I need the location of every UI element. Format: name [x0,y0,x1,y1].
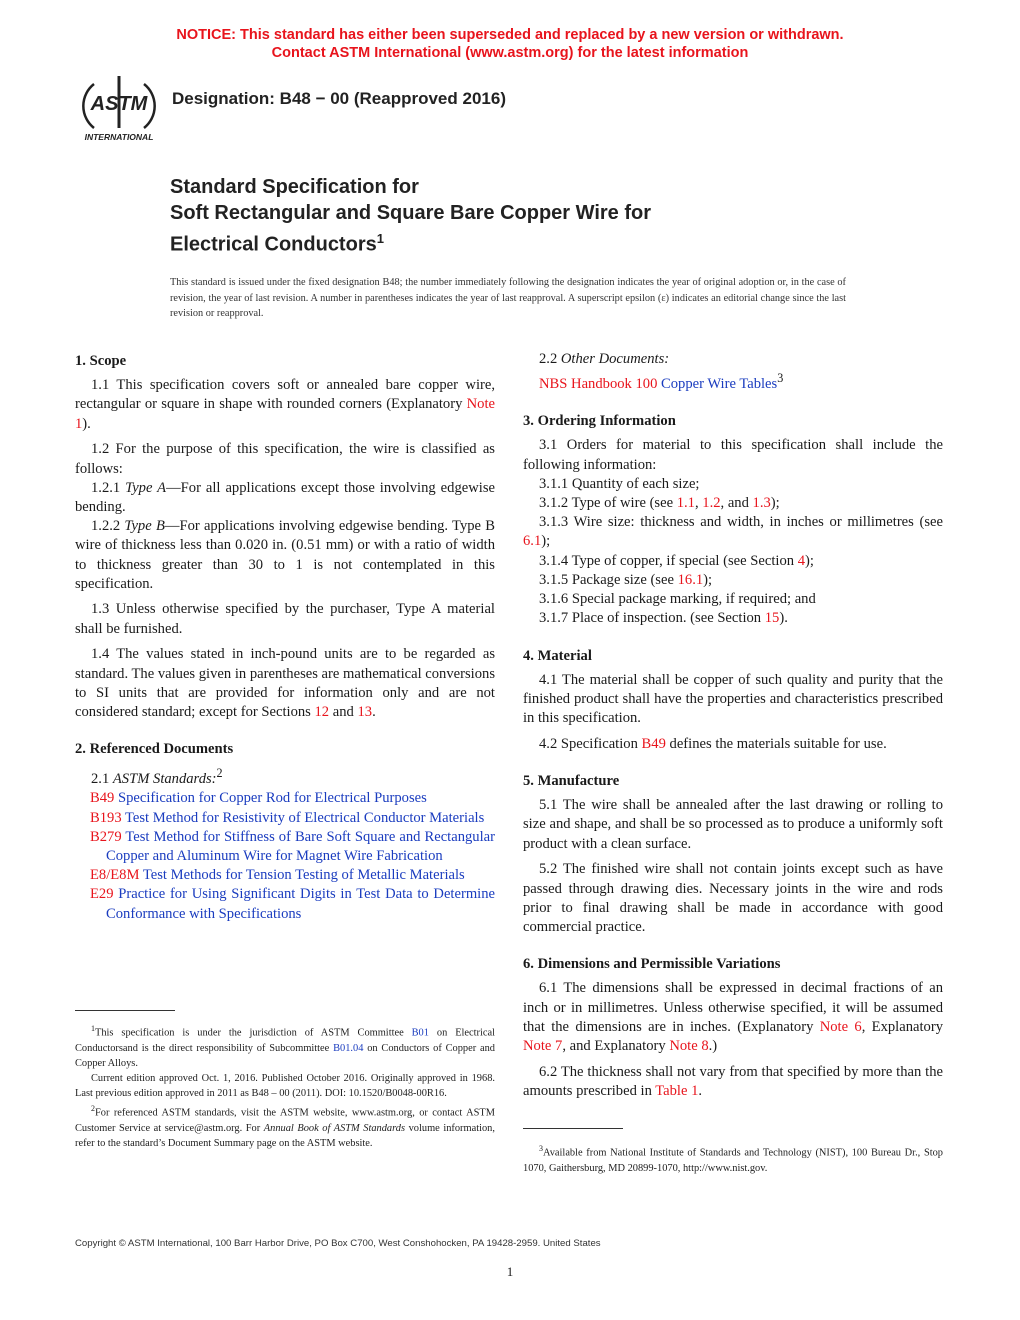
title-line-1: Standard Specification for [170,176,419,198]
section-1-heading: 1. Scope [75,353,127,369]
ref-b193[interactable]: B193 Test Method for Resistivity of Electrical Conductor Materials [90,809,485,826]
para-6-1: 6.1 The dimensions shall be expressed in decimal fractions of an inch or in millimetres. Unless otherwise specified, it will be assumed that the dimensions are in inches. (Explanatory Note 6, Explanatory Note 7, and Explanatory Note 8.) [523,980,943,1054]
para-6-2: 6.2 The thickness shall not vary from that specified by more than the amounts prescribed in Table 1. [523,1063,943,1099]
section-13-link[interactable]: 13 [357,703,373,720]
title-footnote-mark[interactable]: 1 [376,231,384,246]
footnote-divider-right [523,1128,623,1129]
para-3-1-6: 3.1.6 Special package marking, if required; and [539,591,816,608]
para-1-4: 1.4 The values stated in inch-pound units are to be regarded as standard. The values given in parentheses are mathematical conversions to SI units that are provided for information only and are not considered standard; except for Sections 12 and 13. [75,646,495,720]
section-5-heading: 5. Manufacture [523,773,620,790]
logo-subtext: INTERNATIONAL [84,132,154,142]
logo-wordmark: ASTM [90,93,148,115]
ref-b49[interactable]: B49 Specification for Copper Rod for Electrical Purposes [90,790,427,807]
notice-line-1: NOTICE: This standard has either been superseded and replaced by a new version or withdrawn. [176,27,844,43]
section-6-heading: 6. Dimensions and Permissible Variations [523,956,781,973]
para-1-2-1: 1.2.1 Type A—For all applications except those involving edgewise bending. [75,479,495,515]
footnotes-right [523,1141,943,1176]
right-column [523,350,943,1101]
title-line-2: Soft Rectangular and Square Bare Copper Wire for [170,202,652,224]
withdrawal-notice [0,26,1020,62]
para-5-1: 5.1 The wire shall be annealed after the last drawing or rolling to size and shape, and shall be so processed as to produce a uniformly soft product with a clean surface. [523,797,943,852]
para-4-2: 4.2 Specification B49 defines the materials suitable for use. [539,735,887,752]
footnote-3: $^3$Available from National Institute of Standards and Technology (NIST), 100 Bureau Dr., Stop 1070, Gaithersburg, MD 20899-1070, http://www.nist.gov. [523,1144,943,1174]
para-2-2: 2.2 Other Documents: [539,351,670,367]
footnote-2: $^2$For referenced ASTM standards, visit the ASTM website, www.astm.org, or contact ASTM Customer Service at service@astm.org. For Annual Book of ASTM Standards volume information, refer to the standard’s Document Summary page on the ASTM website. [75,1103,495,1149]
ref-nbs-handbook[interactable]: NBS Handbook 100 Copper Wire Tables$^3$ [539,371,784,393]
designation: Designation: B48 − 00 (Reapproved 2016) [172,89,506,108]
footnotes-left [75,1021,495,1151]
ref-e8[interactable]: E8/E8M Test Methods for Tension Testing of Metallic Materials [90,867,465,884]
para-1-2-2: 1.2.2 Type B—For applications involving edgewise bending. Type B wire of thickness less than 0.020 in. (0.51 mm) or with a ratio of width to thickness greater than 30 to 1 is not contemplated in this specification. [75,518,495,592]
notice-line-2: Contact ASTM International (www.astm.org) for the latest information [271,45,749,61]
section-2-heading: 2. Referenced Documents [75,741,234,758]
para-3-1-5: 3.1.5 Package size (see 16.1); [539,571,713,588]
para-5-2: 5.2 The finished wire shall not contain joints except such as have passed through drawing dies. Necessary joints in the wire and rods prior to final drawing shall be made in accordance with good commercial practice. [523,861,943,935]
footnote-2-mark[interactable]: 2 [216,766,223,781]
para-1-3: 1.3 Unless otherwise specified by the purchaser, Type A material shall be furnished. [75,601,495,637]
standard-title [170,174,910,258]
ref-b279[interactable]: B279 Test Method for Stiffness of Bare Soft Square and Rectangular Copper and Aluminum Wire for Magnet Wire Fabrication [90,828,495,865]
section-12-link[interactable]: 12 [314,703,330,720]
note-1-link[interactable]: Note 1 [75,396,495,432]
copyright-line: Copyright © ASTM International, 100 Barr Harbor Drive, PO Box C700, West Conshohocken, PA 19428-2959. United States [75,1238,601,1249]
section-4-heading: 4. Material [523,647,592,664]
section-3-heading: 3. Ordering Information [523,413,676,430]
footnote-1-edition: Current edition approved Oct. 1, 2016. Published October 2016. Originally approved in 1968. Last previous edition approved in 2011 as B48 – 00 (2011). DOI: 10.1520/B0048-00R16. [75,1072,495,1099]
para-3-1-4: 3.1.4 Type of copper, if special (see Section 4); [539,552,814,569]
para-3-1-3: 3.1.3 Wire size: thickness and width, in inches or millimetres (see 6.1); [523,514,943,550]
para-3-1: 3.1 Orders for material to this specification shall include the following information: [523,437,943,473]
para-2-1: 2.1 ASTM Standards:$^2$ [91,766,223,788]
para-3-1-1: 3.1.1 Quantity of each size; [539,475,700,492]
astm-logo-icon [74,70,164,144]
ref-e29[interactable]: E29 Practice for Using Significant Digits in Test Data to Determine Conformance with Specifications [90,886,495,922]
issuance-statement: This standard is issued under the fixed designation B48; the number immediately following the designation indicates the year of original adoption or, in the case of revision, the year of last revision. A number in parentheses indicates the year of last reapproval. A superscript epsilon (ε) indicates an editorial change since the last revision or reapproval. [170,277,846,319]
para-3-1-7: 3.1.7 Place of inspection. (see Section 15). [539,610,788,627]
page-number: 1 [506,1264,514,1279]
table-1-link[interactable]: Table 1 [655,1082,699,1099]
para-3-1-2: 3.1.2 Type of wire (see 1.1, 1.2, and 1.3); [539,495,780,512]
footnote-1: $^1$This specification is under the jurisdiction of ASTM Committee B01 on Electrical Conductorsand is the direct responsibility of Subcommittee B01.04 on Conductors of Copper and Copper Alloys. [75,1024,495,1069]
left-column [75,350,495,924]
para-4-1: 4.1 The material shall be copper of such quality and purity that the finished product shall have the properties and characteristics prescribed in this specification. [523,671,943,727]
footnote-divider-left [75,1010,175,1011]
para-1-1: 1.1 This specification covers soft or annealed bare copper wire, rectangular or square in shape with rounded corners (Explanatory Note 1). [75,377,495,432]
para-1-2: 1.2 For the purpose of this specification, the wire is classified as follows: [75,441,495,477]
title-line-3: Electrical Conductors [170,233,377,256]
